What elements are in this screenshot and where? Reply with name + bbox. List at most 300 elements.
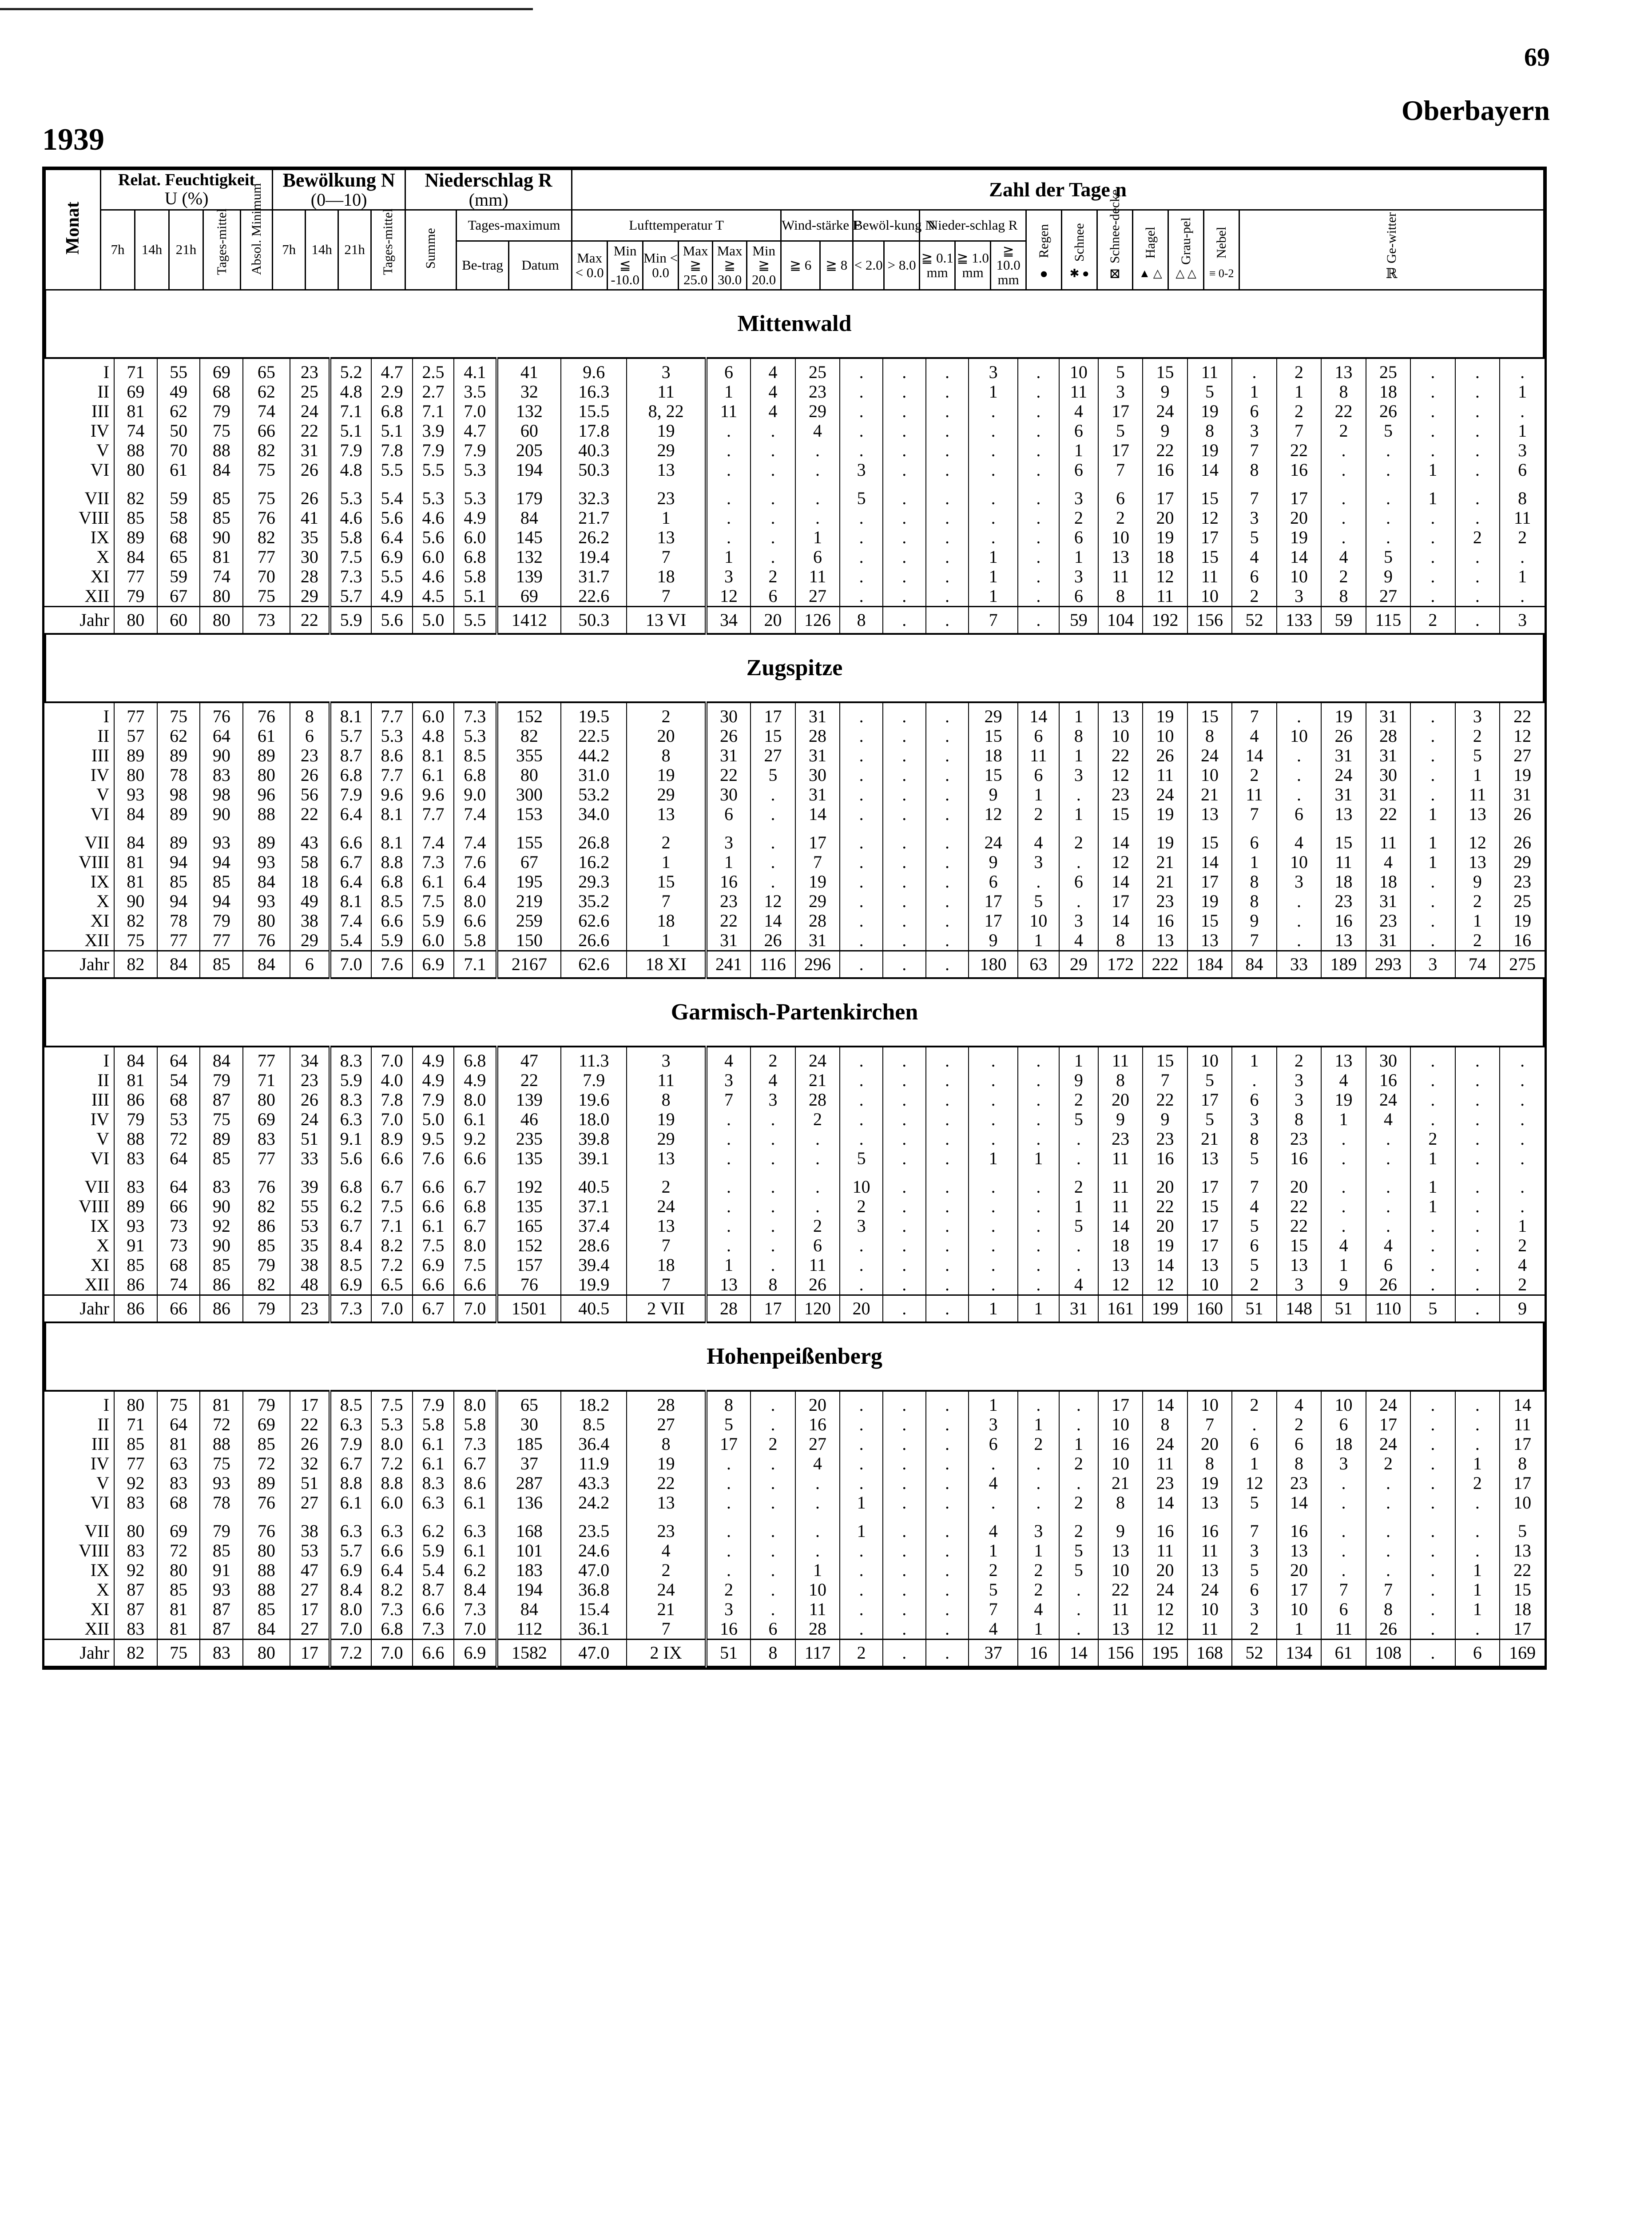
data-cell: 1 xyxy=(627,931,706,951)
data-cell: 12 xyxy=(1232,1473,1276,1493)
data-cell: . xyxy=(1277,931,1321,951)
data-cell: 87 xyxy=(200,1619,243,1640)
data-cell: 3 xyxy=(1277,1090,1321,1110)
data-cell: 115 xyxy=(1366,607,1410,634)
data-cell: . xyxy=(1018,441,1059,460)
data-cell: . xyxy=(883,382,926,402)
data-cell: . xyxy=(1410,1236,1455,1255)
data-cell: 22 xyxy=(1277,1197,1321,1216)
data-cell: . xyxy=(1321,1177,1366,1197)
month-label: VIII xyxy=(79,1196,110,1217)
spacer-cell xyxy=(1098,1513,1143,1521)
table-row xyxy=(44,402,1545,421)
data-cell: 66 xyxy=(157,1295,200,1323)
data-cell: 22 xyxy=(706,911,751,931)
data-cell: . xyxy=(1321,1149,1366,1168)
data-cell: 8 xyxy=(1232,460,1276,480)
data-cell: . xyxy=(1455,1391,1500,1415)
data-cell: . xyxy=(795,489,840,508)
data-cell: 19 xyxy=(627,1110,706,1129)
header-betrag: Be-trag xyxy=(457,241,509,290)
data-cell: 5.5 xyxy=(454,607,497,634)
data-cell: 16 xyxy=(1143,1521,1187,1541)
data-cell: 1501 xyxy=(497,1295,561,1323)
data-cell: 1 xyxy=(1455,1560,1500,1580)
data-cell: 26 xyxy=(290,765,330,785)
data-cell: 79 xyxy=(243,1255,290,1275)
data-cell: 62.6 xyxy=(561,951,627,979)
data-cell: 47.0 xyxy=(561,1560,627,1580)
data-cell: 49 xyxy=(290,892,330,911)
data-cell: . xyxy=(883,441,926,460)
data-cell: 4 xyxy=(751,1071,795,1090)
data-cell: 4.6 xyxy=(413,508,454,528)
data-cell: 20 xyxy=(1277,1560,1321,1580)
data-cell: 6 xyxy=(706,358,751,382)
header-nied-1: ≧ 1.0 mm xyxy=(955,241,991,290)
data-cell: 355 xyxy=(497,746,561,765)
data-cell: 101 xyxy=(497,1541,561,1560)
data-cell: 2 xyxy=(1018,1580,1059,1600)
data-cell: . xyxy=(840,911,883,931)
data-cell: 15 xyxy=(1187,911,1232,931)
header-nied-0: ≧ 0.1 mm xyxy=(920,241,955,290)
data-cell: 17 xyxy=(290,1640,330,1667)
spacer-cell xyxy=(157,480,200,489)
data-cell: 13 xyxy=(627,1216,706,1236)
data-cell: . xyxy=(883,911,926,931)
data-cell: 19 xyxy=(1143,833,1187,852)
data-cell: 3 xyxy=(1232,421,1276,441)
data-cell: 169 xyxy=(1500,1640,1545,1667)
data-cell: . xyxy=(1410,1541,1455,1560)
data-cell: 60 xyxy=(497,421,561,441)
data-cell: 7.5 xyxy=(330,547,371,567)
data-cell: 8.0 xyxy=(454,1236,497,1255)
data-cell: 15 xyxy=(1187,547,1232,567)
data-cell: 2 xyxy=(1277,1415,1321,1434)
data-cell: . xyxy=(883,1560,926,1580)
data-cell: 6 xyxy=(1232,833,1276,852)
data-cell: 41 xyxy=(497,358,561,382)
data-cell: 8.3 xyxy=(413,1473,454,1493)
header-7h: 7h xyxy=(101,210,135,290)
data-cell: 12 xyxy=(1143,1275,1187,1295)
header-feuchte: Relat. Feuchtigkeit U (%) xyxy=(101,170,273,210)
data-cell: . xyxy=(1410,528,1455,547)
data-cell: 19 xyxy=(1143,804,1187,824)
data-cell: 1 xyxy=(969,1149,1018,1168)
data-cell: . xyxy=(751,1391,795,1415)
data-cell: 13 xyxy=(1277,1541,1321,1560)
data-cell: . xyxy=(795,460,840,480)
table-row xyxy=(44,358,1545,382)
table-row xyxy=(44,1090,1545,1110)
data-cell: 8 xyxy=(1321,382,1366,402)
spacer-cell xyxy=(706,1168,751,1177)
data-cell: 6.9 xyxy=(413,951,454,979)
data-cell: 2.7 xyxy=(413,382,454,402)
data-cell: 14 xyxy=(1059,1640,1098,1667)
data-cell: 4 xyxy=(751,382,795,402)
data-cell: 3 xyxy=(1277,586,1321,607)
data-cell: . xyxy=(883,804,926,824)
month-label: VI xyxy=(90,1148,110,1169)
data-cell: 1 xyxy=(1410,804,1455,824)
data-cell: 6 xyxy=(969,872,1018,892)
data-cell: 1 xyxy=(1455,1454,1500,1473)
data-cell: 85 xyxy=(200,872,243,892)
data-cell: 7.6 xyxy=(371,951,413,979)
data-cell: 72 xyxy=(157,1541,200,1560)
month-label: Jahr xyxy=(44,1640,114,1667)
table-row xyxy=(44,833,1545,852)
data-cell: 5.8 xyxy=(454,567,497,586)
data-cell: 80 xyxy=(243,911,290,931)
data-cell: . xyxy=(1455,1295,1500,1323)
spacer-cell xyxy=(1500,824,1545,833)
data-cell: 7.5 xyxy=(371,1391,413,1415)
data-cell: 3 xyxy=(969,358,1018,382)
data-cell: 92 xyxy=(114,1560,157,1580)
data-cell: 8 xyxy=(290,702,330,726)
data-cell: . xyxy=(1321,441,1366,460)
data-cell: 75 xyxy=(157,1640,200,1667)
data-cell: 29.3 xyxy=(561,872,627,892)
header-gewitter: Ge-witter ℝ xyxy=(1239,210,1544,290)
data-cell: 76 xyxy=(243,931,290,951)
data-cell: 14 xyxy=(1187,852,1232,872)
data-cell: 20 xyxy=(795,1391,840,1415)
data-cell: . xyxy=(1018,1255,1059,1275)
data-cell: 15 xyxy=(1143,1047,1187,1071)
data-cell: 16 xyxy=(1143,911,1187,931)
data-cell: 157 xyxy=(497,1255,561,1275)
data-cell: 8.9 xyxy=(371,1129,413,1149)
data-cell: 133 xyxy=(1277,607,1321,634)
table-row xyxy=(44,421,1545,441)
data-cell: 7 xyxy=(1232,702,1276,726)
spacer-cell xyxy=(561,480,627,489)
data-cell: 13 xyxy=(1098,1255,1143,1275)
header-summe: Summe xyxy=(405,210,457,290)
data-cell: . xyxy=(795,1521,840,1541)
spacer-cell xyxy=(330,480,371,489)
spacer-cell xyxy=(1187,1168,1232,1177)
data-cell: 3 xyxy=(751,1090,795,1110)
data-cell: 4.6 xyxy=(330,508,371,528)
data-cell: 31 xyxy=(706,746,751,765)
data-cell: 6.7 xyxy=(454,1454,497,1473)
data-cell: 2 xyxy=(751,1047,795,1071)
table-row xyxy=(44,1255,1545,1275)
data-cell: . xyxy=(883,1640,926,1667)
data-cell: 17 xyxy=(1187,1090,1232,1110)
spacer-cell xyxy=(243,1513,290,1521)
spacer-cell xyxy=(1059,1168,1098,1177)
data-cell: . xyxy=(1410,1493,1455,1513)
table-row xyxy=(44,1391,1545,1415)
data-cell: 7 xyxy=(627,1236,706,1255)
data-cell: 68 xyxy=(157,1493,200,1513)
data-cell: 22 xyxy=(1277,441,1321,460)
data-cell: 8 xyxy=(1500,1454,1545,1473)
data-cell: . xyxy=(969,489,1018,508)
data-cell: . xyxy=(969,1454,1018,1473)
header-nied: Nieder-schlag R xyxy=(920,210,1026,241)
data-cell: 135 xyxy=(497,1197,561,1216)
data-cell: 199 xyxy=(1143,1295,1187,1323)
data-cell: 5 xyxy=(1366,547,1410,567)
spacer-cell xyxy=(1187,824,1232,833)
data-cell: 26 xyxy=(1366,402,1410,421)
data-cell: 1 xyxy=(706,852,751,872)
data-cell: . xyxy=(1455,1619,1500,1640)
data-cell: 31 xyxy=(795,931,840,951)
data-cell: 85 xyxy=(200,1149,243,1168)
data-cell: . xyxy=(926,547,969,567)
data-cell: . xyxy=(883,833,926,852)
data-cell: 8 xyxy=(1187,1454,1232,1473)
data-cell: . xyxy=(1018,1454,1059,1473)
data-cell: 1 xyxy=(969,1541,1018,1560)
header-monat: Monat xyxy=(45,170,101,290)
data-cell: . xyxy=(751,528,795,547)
data-cell: 7.2 xyxy=(371,1454,413,1473)
data-cell: . xyxy=(926,1110,969,1129)
data-cell: 5 xyxy=(1187,382,1232,402)
data-cell: . xyxy=(1232,358,1276,382)
data-cell: . xyxy=(926,872,969,892)
data-cell: 19 xyxy=(1500,765,1545,785)
data-cell: 1 xyxy=(1059,746,1098,765)
data-cell: 6 xyxy=(1500,460,1545,480)
data-cell: . xyxy=(883,460,926,480)
data-cell: 31 xyxy=(1366,931,1410,951)
data-cell: 68 xyxy=(157,1090,200,1110)
data-cell: 77 xyxy=(243,1149,290,1168)
data-cell: 15.5 xyxy=(561,402,627,421)
data-cell: 22 xyxy=(290,804,330,824)
data-cell: 23 xyxy=(1098,1129,1143,1149)
data-cell: 8 xyxy=(1098,1071,1143,1090)
data-cell: 11 xyxy=(1455,785,1500,804)
data-cell: . xyxy=(1455,1177,1500,1197)
data-cell: 296 xyxy=(795,951,840,979)
data-cell: 9 xyxy=(1098,1521,1143,1541)
data-cell: 6.2 xyxy=(330,1197,371,1216)
data-cell: . xyxy=(1410,1047,1455,1071)
data-cell: 86 xyxy=(114,1275,157,1295)
data-cell: 11 xyxy=(1098,1600,1143,1619)
data-cell: 7.2 xyxy=(371,1255,413,1275)
data-cell: . xyxy=(751,1580,795,1600)
data-cell: 74 xyxy=(1455,951,1500,979)
data-cell: 24 xyxy=(1366,1391,1410,1415)
data-cell: 5 xyxy=(1232,1216,1276,1236)
data-cell: 75 xyxy=(200,421,243,441)
data-cell: 11 xyxy=(795,1600,840,1619)
data-cell: 1 xyxy=(969,382,1018,402)
header-tagesmax: Tages-maximum xyxy=(457,210,572,241)
data-cell: . xyxy=(1410,765,1455,785)
data-cell: 58 xyxy=(157,508,200,528)
month-label: II xyxy=(97,726,110,746)
data-cell: 27 xyxy=(1366,586,1410,607)
spacer-cell xyxy=(926,1168,969,1177)
data-cell: 8.5 xyxy=(454,746,497,765)
data-cell: 39.4 xyxy=(561,1255,627,1275)
data-cell: 19 xyxy=(1143,702,1187,726)
data-cell: 35 xyxy=(290,528,330,547)
data-cell: . xyxy=(1410,586,1455,607)
data-cell: 7.5 xyxy=(371,1197,413,1216)
data-cell: 64 xyxy=(157,1415,200,1434)
data-cell: 5.6 xyxy=(330,1149,371,1168)
data-cell: 36.4 xyxy=(561,1434,627,1454)
data-cell: 61 xyxy=(243,726,290,746)
data-cell: 31.0 xyxy=(561,765,627,785)
spacer-cell xyxy=(1098,480,1143,489)
data-cell: 93 xyxy=(200,833,243,852)
data-cell: 77 xyxy=(114,1454,157,1473)
data-cell: 83 xyxy=(114,1541,157,1560)
spacer-cell xyxy=(1059,824,1098,833)
data-cell: 13 xyxy=(1098,702,1143,726)
month-label: VI xyxy=(90,804,110,824)
data-cell: 3 xyxy=(706,1600,751,1619)
data-cell: 5 xyxy=(1059,1216,1098,1236)
data-cell: 20 xyxy=(1143,1216,1187,1236)
data-cell: 2 VII xyxy=(627,1295,706,1323)
data-cell: . xyxy=(926,931,969,951)
data-cell: 80 xyxy=(243,765,290,785)
data-cell: 27 xyxy=(290,1493,330,1513)
data-cell: . xyxy=(840,1255,883,1275)
data-cell: . xyxy=(706,528,751,547)
data-cell: 2 xyxy=(1059,508,1098,528)
data-cell: 110 xyxy=(1366,1295,1410,1323)
data-cell: 73 xyxy=(157,1216,200,1236)
data-cell: 6 xyxy=(969,1434,1018,1454)
data-cell: 86 xyxy=(200,1295,243,1323)
data-cell: 7 xyxy=(969,1600,1018,1619)
data-cell: . xyxy=(840,833,883,852)
data-cell: 5 xyxy=(1500,1521,1545,1541)
data-cell: . xyxy=(1018,1473,1059,1493)
data-cell: . xyxy=(1455,508,1500,528)
data-cell: 8.8 xyxy=(371,1473,413,1493)
data-cell: 19.9 xyxy=(561,1275,627,1295)
spacer-cell xyxy=(1018,824,1059,833)
data-cell: . xyxy=(1321,1473,1366,1493)
data-cell: . xyxy=(795,1177,840,1197)
data-cell: . xyxy=(1410,358,1455,382)
data-cell: 79 xyxy=(243,1391,290,1415)
data-cell: 38 xyxy=(290,1521,330,1541)
header-nebel: Nebel ≡ 0-2 xyxy=(1204,210,1239,290)
data-cell: 8.8 xyxy=(371,852,413,872)
data-cell: . xyxy=(883,421,926,441)
data-cell: . xyxy=(706,1236,751,1255)
spacer-cell xyxy=(157,1513,200,1521)
data-cell: 11 xyxy=(1321,852,1366,872)
data-cell: 17 xyxy=(290,1600,330,1619)
data-cell: 88 xyxy=(114,441,157,460)
spacer-cell xyxy=(561,1168,627,1177)
spacer-cell xyxy=(883,480,926,489)
data-cell: 4 xyxy=(751,358,795,382)
data-cell: . xyxy=(1366,1216,1410,1236)
data-cell: 22 xyxy=(1500,1560,1545,1580)
month-label: VII xyxy=(84,832,110,853)
data-cell: 29 xyxy=(1500,852,1545,872)
data-cell: 21 xyxy=(1187,1129,1232,1149)
data-cell: 89 xyxy=(114,1197,157,1216)
data-cell: 69 xyxy=(497,586,561,607)
data-cell: 6.6 xyxy=(413,1640,454,1667)
data-cell: 7 xyxy=(1143,1071,1187,1090)
data-cell: . xyxy=(1500,1129,1545,1149)
data-cell: 20 xyxy=(1277,508,1321,528)
data-cell: 15 xyxy=(1187,1197,1232,1216)
data-cell: 8.4 xyxy=(454,1580,497,1600)
data-cell: 12 xyxy=(1098,852,1143,872)
data-cell: 17 xyxy=(1187,1177,1232,1197)
data-cell: 7.2 xyxy=(330,1640,371,1667)
data-cell: 80 xyxy=(243,1090,290,1110)
data-cell: . xyxy=(1455,1236,1500,1255)
data-cell: 28 xyxy=(795,1090,840,1110)
data-cell: 8 xyxy=(751,1275,795,1295)
spacer-cell xyxy=(290,824,330,833)
data-cell: 6 xyxy=(1232,1580,1276,1600)
data-cell: 1 xyxy=(1059,1197,1098,1216)
data-cell: 3.9 xyxy=(413,421,454,441)
data-cell: 2 xyxy=(1059,1090,1098,1110)
data-cell: . xyxy=(1410,567,1455,586)
data-cell: . xyxy=(926,1047,969,1071)
data-cell: 2 xyxy=(627,1560,706,1580)
data-cell: . xyxy=(883,746,926,765)
data-cell: 9 xyxy=(1098,1110,1143,1129)
data-cell: . xyxy=(883,1454,926,1473)
data-cell: 2 xyxy=(1455,892,1500,911)
data-cell: 84 xyxy=(114,804,157,824)
data-cell: 78 xyxy=(200,1493,243,1513)
table-row xyxy=(44,1149,1545,1168)
spacer-cell xyxy=(969,1168,1018,1177)
data-cell: 85 xyxy=(200,489,243,508)
data-cell: 11 xyxy=(1143,586,1187,607)
data-cell: 89 xyxy=(157,746,200,765)
data-cell: 5.4 xyxy=(330,931,371,951)
header-wind-0: ≧ 6 xyxy=(781,241,820,290)
data-cell: 4 xyxy=(1059,1275,1098,1295)
data-cell: 15 xyxy=(1500,1580,1545,1600)
data-cell: 20 xyxy=(627,726,706,746)
data-cell: . xyxy=(751,1560,795,1580)
data-cell: . xyxy=(706,1493,751,1513)
data-cell: . xyxy=(1410,1580,1455,1600)
table-row xyxy=(44,441,1545,460)
data-cell: 10 xyxy=(795,1580,840,1600)
data-cell: . xyxy=(926,1415,969,1434)
spacer-cell xyxy=(627,1168,706,1177)
data-cell: 9 xyxy=(1500,1295,1545,1323)
data-cell: 85 xyxy=(243,1600,290,1619)
data-cell: 132 xyxy=(497,402,561,421)
